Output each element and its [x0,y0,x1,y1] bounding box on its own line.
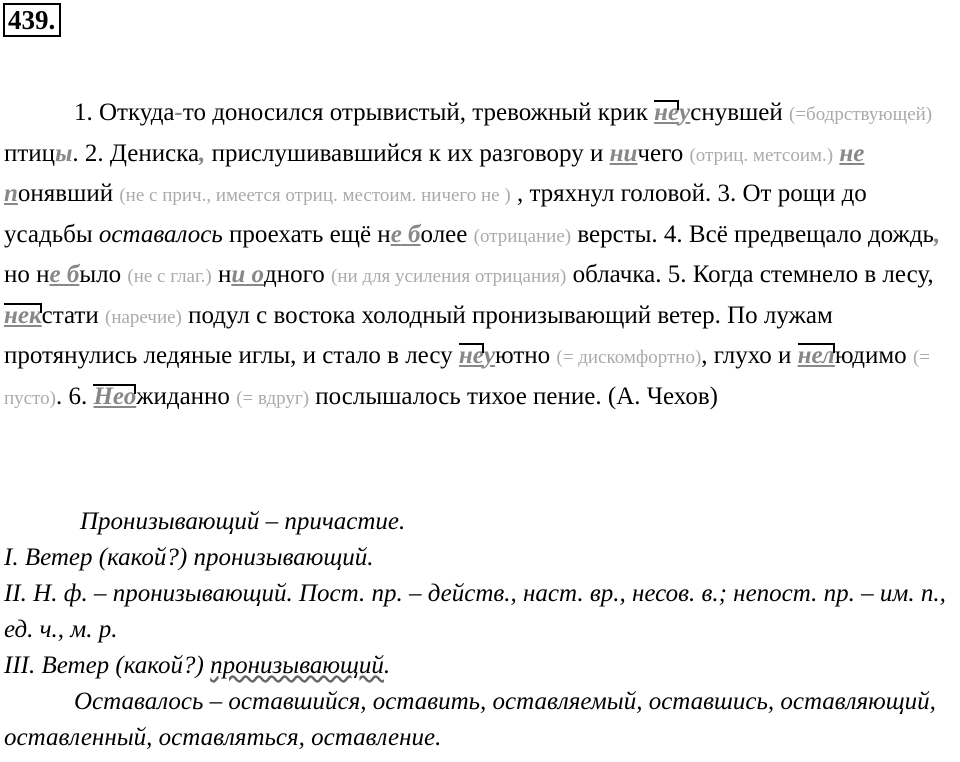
orthogram: ы [55,139,73,167]
analysis-line-2: II. Н. ф. – пронизывающий. Пост. пр. – действ., наст. вр., несов. в.; непост. пр. – им. п., ед. ч., м. р. [4,580,946,643]
cognates-line: Оставалось – оставшийся, оставить, оставляемый, оставшись, оставляющий, оставленный, оставляться, оставление. [4,688,936,751]
text-run: прислушивавшийся к их разговору и [205,139,610,167]
text-run: онявший [17,180,120,207]
prefix-mark: нел [797,342,835,369]
comma-mark: , [199,139,206,167]
text-run: 1. Откуда [74,99,175,126]
text-run: снувшей [690,99,783,126]
text-run: но н [4,261,50,288]
analysis-heading: Пронизывающий – причастие. [80,508,406,535]
analysis-line-3: III. Ветер (какой?) пронизывающий. [4,652,391,679]
gray-annotation: (= вдруг) [236,387,310,409]
text-run: . 2. Дениска [72,139,200,167]
orthogram: у [483,342,496,369]
text-run: проехать ещё н [222,220,391,248]
gray-annotation: (=бодрствующей) [788,104,933,125]
text-run: версты. 4. Всё предвещало дождь [571,220,934,248]
gray-annotation: (= пусто) [4,347,930,409]
text-run: юдимо [834,342,913,369]
text-run: , тряхнул головой. 3. От рощи до усадьбы [4,180,867,248]
prefix-mark: не [654,99,680,126]
gray-annotation: (не с прич., имеется отриц. местоим. ничего не ) [119,185,511,206]
text-run: дного [264,261,331,288]
text-run: жиданно [136,382,237,410]
morphological-analysis [4,504,956,756]
text-run: ютно [495,342,557,369]
orthogram: и [231,261,246,288]
text-run: птиц [4,139,56,167]
prefix-mark: Нео [93,382,137,410]
prefix-mark: нек [4,301,42,329]
orthogram: ни [609,139,638,167]
orthogram: е [390,220,402,248]
hyphen-mark: - [174,99,183,126]
gray-annotation: (= дискомфортно) [556,347,702,368]
gray-annotation: (ни для усиления отрицания) [331,266,567,287]
orthogram: о [245,261,265,288]
text-run: ыло [79,261,128,288]
exercise-number: 439. [3,3,61,37]
text-run: , глухо и [701,342,798,369]
orthogram: у [679,99,691,126]
orthogram: е б [49,261,80,288]
text-run: то доносился отрывистый, тревожный крик [182,99,655,126]
comma-mark: , [933,220,941,248]
gray-annotation: (не с глаг.) [127,266,212,287]
exercise-text [4,94,956,418]
text-run: . 6. [55,382,94,410]
gray-annotation: (отриц. метсоим.) [689,144,834,166]
text-run: н [211,261,232,288]
text-run: подул с востока холодный пронизывающий ветер. По лужам протянулись ледяные иглы, и стало в лесу [4,301,833,369]
underlined-word: оставалось [98,220,223,248]
gray-annotation: (отрицание) [473,225,572,247]
text-run: облачка. 5. Когда стемнело в лесу, [566,261,934,288]
wavy-underlined-word: пронизывающий [210,652,384,679]
text-run: чего [637,139,690,167]
analysis-line-1: I. Ветер (какой?) пронизывающий. [4,544,374,571]
orthogram: б [401,220,421,248]
orthogram: не п [4,139,865,207]
gray-annotation: (наречие) [105,306,182,328]
text-run: стати [41,301,105,329]
text-run: послышалось тихое пение. (А. Чехов) [309,382,718,410]
text-run: олее [420,220,474,248]
prefix-mark: не [458,342,484,369]
